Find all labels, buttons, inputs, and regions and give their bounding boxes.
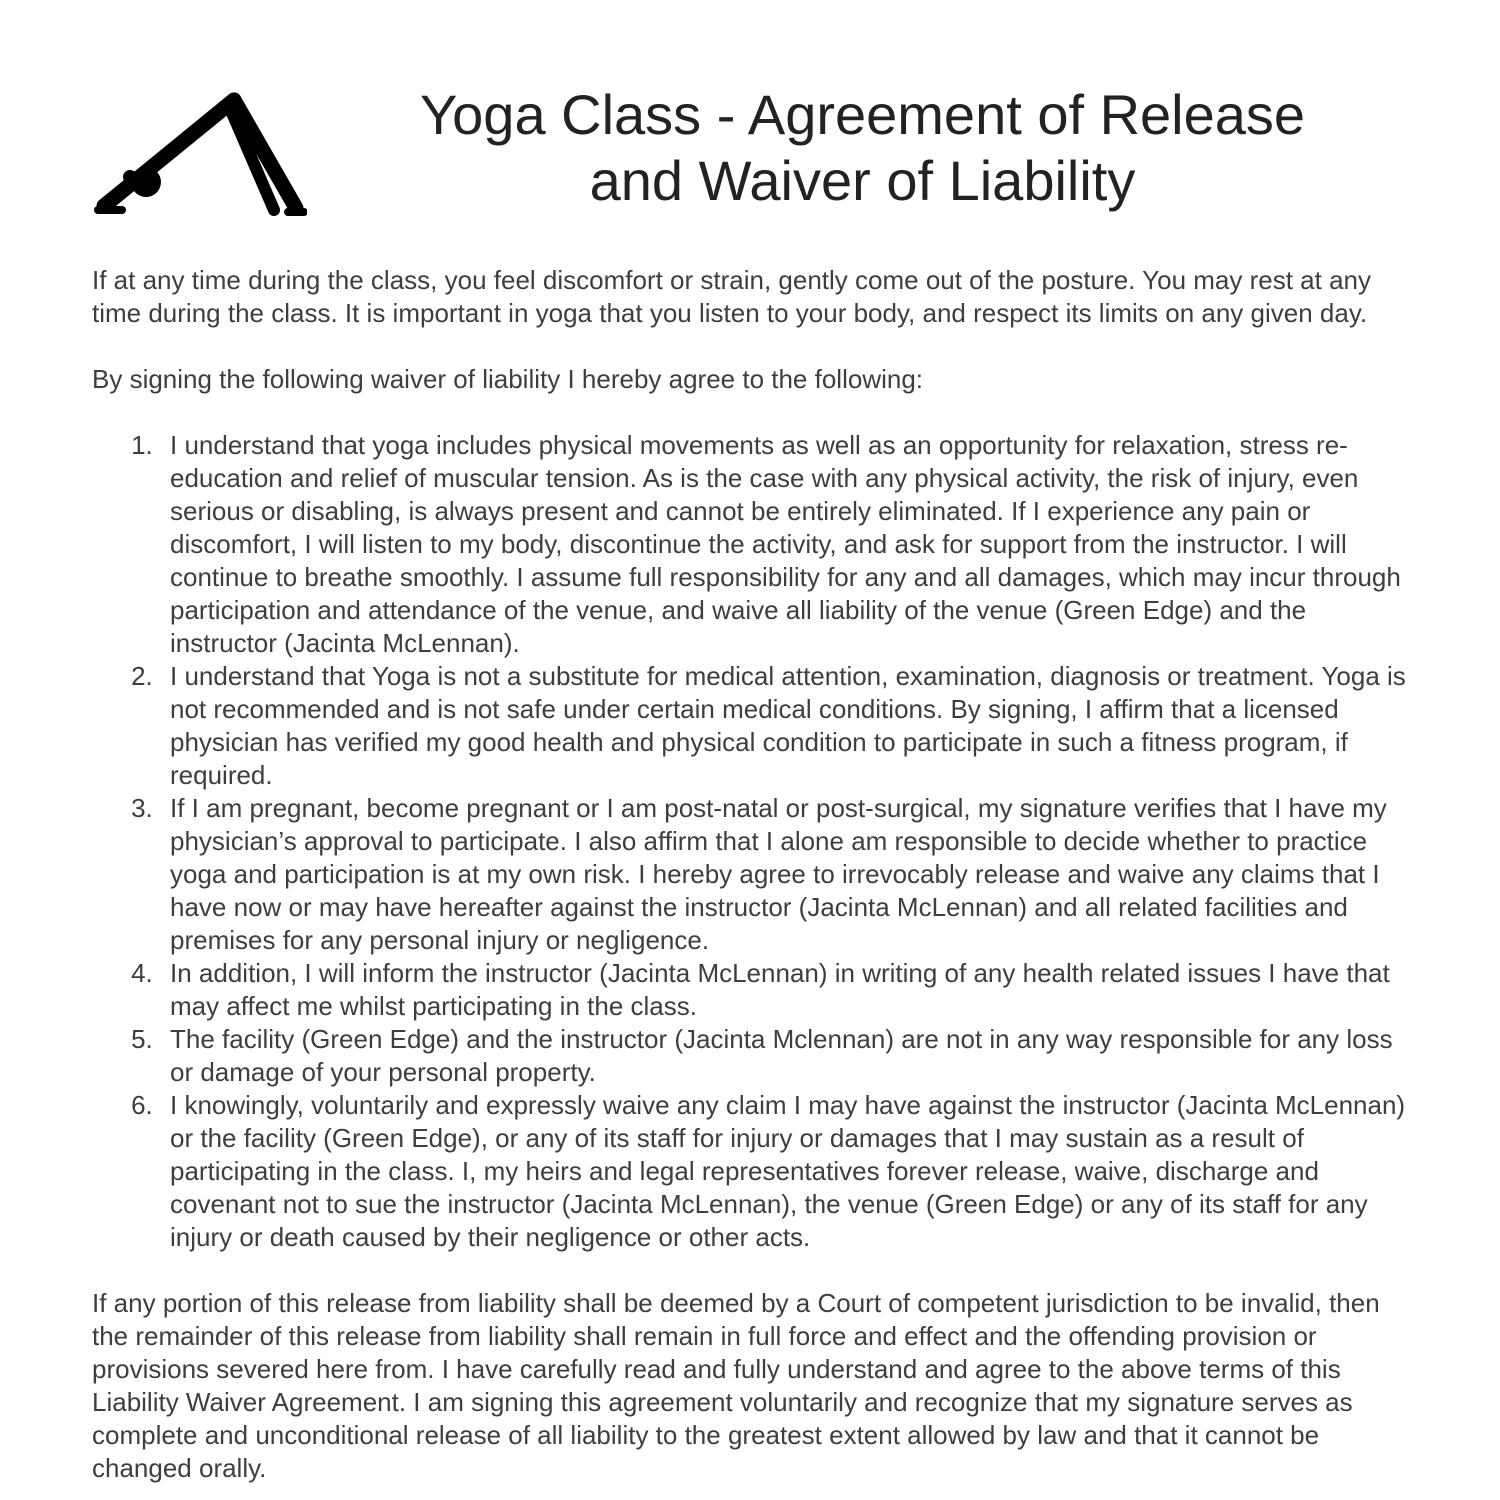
term-item-4: 4. In addition, I will inform the instructor (Jacinta McLennan) in writing of any health related issues I have that may affect me whilst participating in the class. [160,957,1408,1023]
document-title [317,82,1408,214]
title-line-2: and Waiver of Liability [589,149,1136,212]
term-item-5: 5. The facility (Green Edge) and the instructor (Jacinta Mclennan) are not in any way responsible for any loss or damage of your personal property. [160,1023,1408,1089]
closing-paragraph: If any portion of this release from liability shall be deemed by a Court of competent jurisdiction to be invalid, then the remainder of this release from liability shall remain in full force and effect and the offending provision or provisions severed here from. I have carefully read and fully understand and agree to the above terms of this Liability Waiver Agreement. I am signing this agreement voluntarily and recognize that my signature serves as complete and unconditional release of all liability to the greatest extent allowed by law and that it cannot be changed orally. [92,1288,1380,1483]
term-item-2: 2. I understand that Yoga is not a substitute for medical attention, examination, diagnosis or treatment. Yoga is not recommended and is not safe under certain medical conditions. By signing, I affirm that a licensed physician has verified my good health and physical condition to participate in such a fitness program, if required. [160,660,1408,792]
document-body [92,264,1408,1485]
term-item-3: 3. If I am pregnant, become pregnant or I am post-natal or post-surgical, my signature verifies that I have my physician’s approval to participate. I also affirm that I alone am responsible to decide whether to practice yoga and participation is at my own risk. I hereby agree to irrevocably release and waive any claims that I have now or may have hereafter against the instructor (Jacinta McLennan) and all related facilities and premises for any personal injury or negligence. [160,792,1408,957]
title-line-1: Yoga Class - Agreement of Release [419,82,1306,146]
intro-paragraph: If at any time during the class, you feel discomfort or strain, gently come out of the posture. You may rest at any time during the class. It is important in yoga that you listen to your body, and respect its limits on any given day. [92,265,1371,328]
downward-dog-yoga-pose-icon [92,78,317,218]
preamble-paragraph: By signing the following waiver of liability I hereby agree to the following: [92,364,924,394]
document-header [92,78,1408,218]
term-item-1: 1. I understand that yoga includes physical movements as well as an opportunity for relaxation, stress re-education and relief of muscular tension. As is the case with any physical activity, the risk of injury, even serious or disabling, is always present and cannot be entirely eliminated. If I experience any pain or discomfort, I will listen to my body, discontinue the activity, and ask for support from the instructor. I will continue to breathe smoothly. I assume full responsibility for any and all damages, which may incur through participation and attendance of the venue, and waive all liability of the venue (Green Edge) and the instructor (Jacinta McLennan). [160,429,1408,660]
terms-list [92,429,1408,1254]
term-item-6: 6. I knowingly, voluntarily and expressly waive any claim I may have against the instructor (Jacinta McLennan) or the facility (Green Edge), or any of its staff for injury or damages that I may sustain as a result of participating in the class. I, my heirs and legal representatives forever release, waive, discharge and covenant not to sue the instructor (Jacinta McLennan), the venue (Green Edge) or any of its staff for any injury or death caused by their negligence or other acts. [160,1089,1408,1254]
